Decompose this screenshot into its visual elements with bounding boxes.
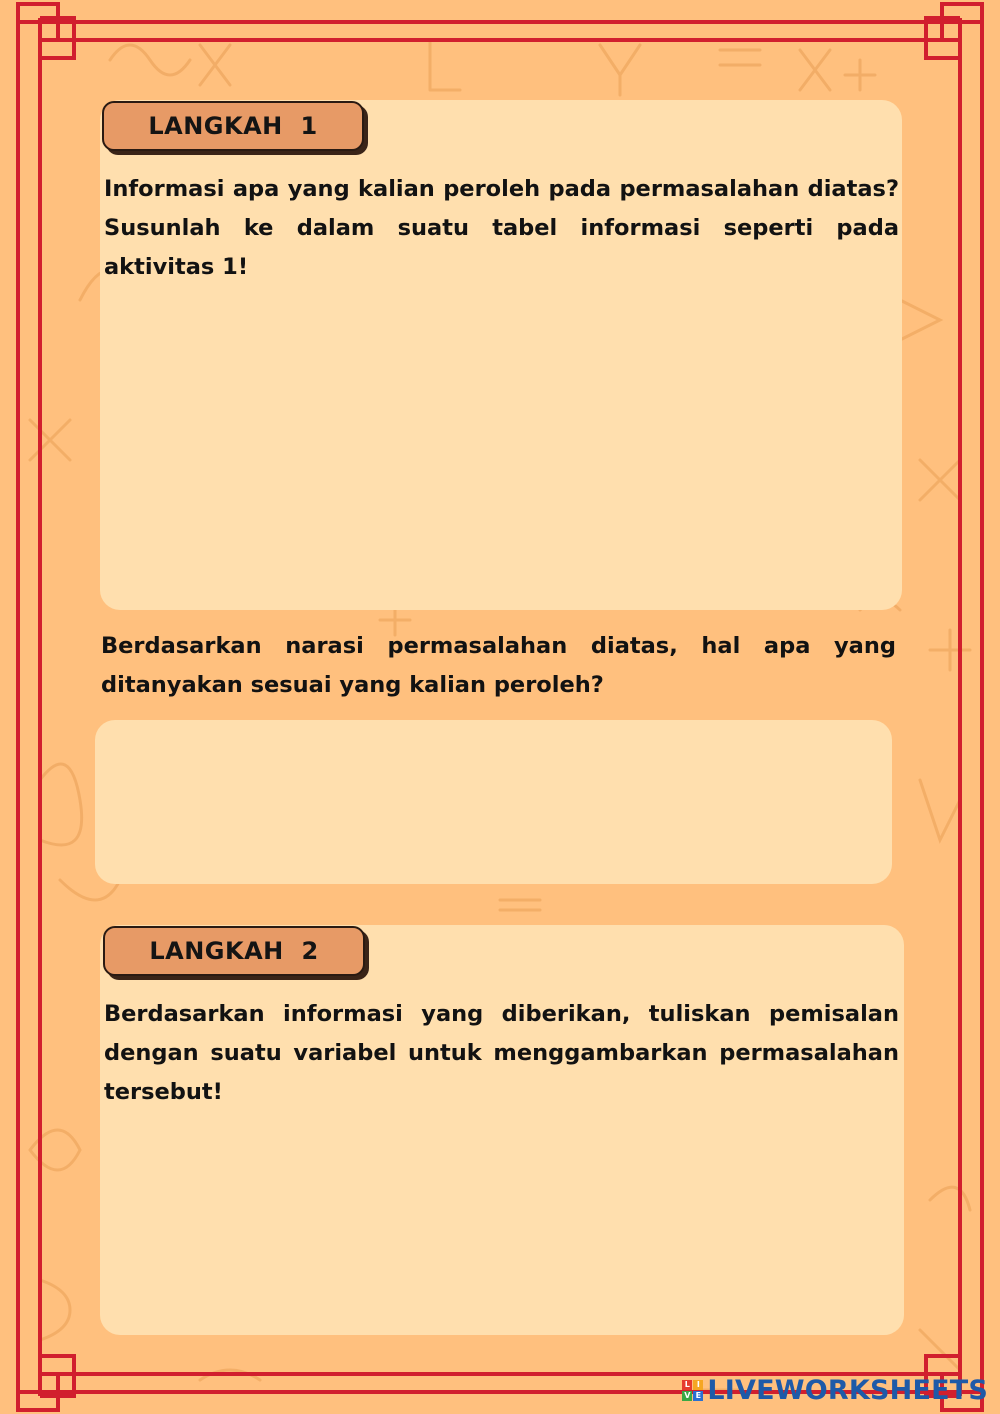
step1-question: Informasi apa yang kalian peroleh pada permasalahan diatas? Susunlah ke dalam suatu tabel informasi seperti pada aktivitas 1! (104, 176, 899, 280)
step2-question: Berdasarkan informasi yang diberikan, tuliskan pemisalan dengan suatu variabel untuk menggambarkan permasalahan tersebut! (104, 1001, 899, 1105)
asked-question: Berdasarkan narasi permasalahan diatas, hal apa yang ditanyakan sesuai yang kalian peroleh? (101, 633, 896, 698)
brand-name: LIVEWORKSHEETS (707, 1375, 988, 1406)
step2-label: LANGKAH 2 (103, 926, 365, 976)
step2-panel (100, 925, 904, 1335)
asked-answer-box[interactable] (95, 720, 892, 884)
liveworksheets-brand (682, 1375, 988, 1406)
step2-answer-area[interactable] (100, 1115, 904, 1335)
step1-label: LANGKAH 1 (102, 101, 364, 151)
step1-answer-area[interactable] (100, 290, 902, 610)
liveworksheets-logo-icon: L I V E (682, 1380, 703, 1401)
